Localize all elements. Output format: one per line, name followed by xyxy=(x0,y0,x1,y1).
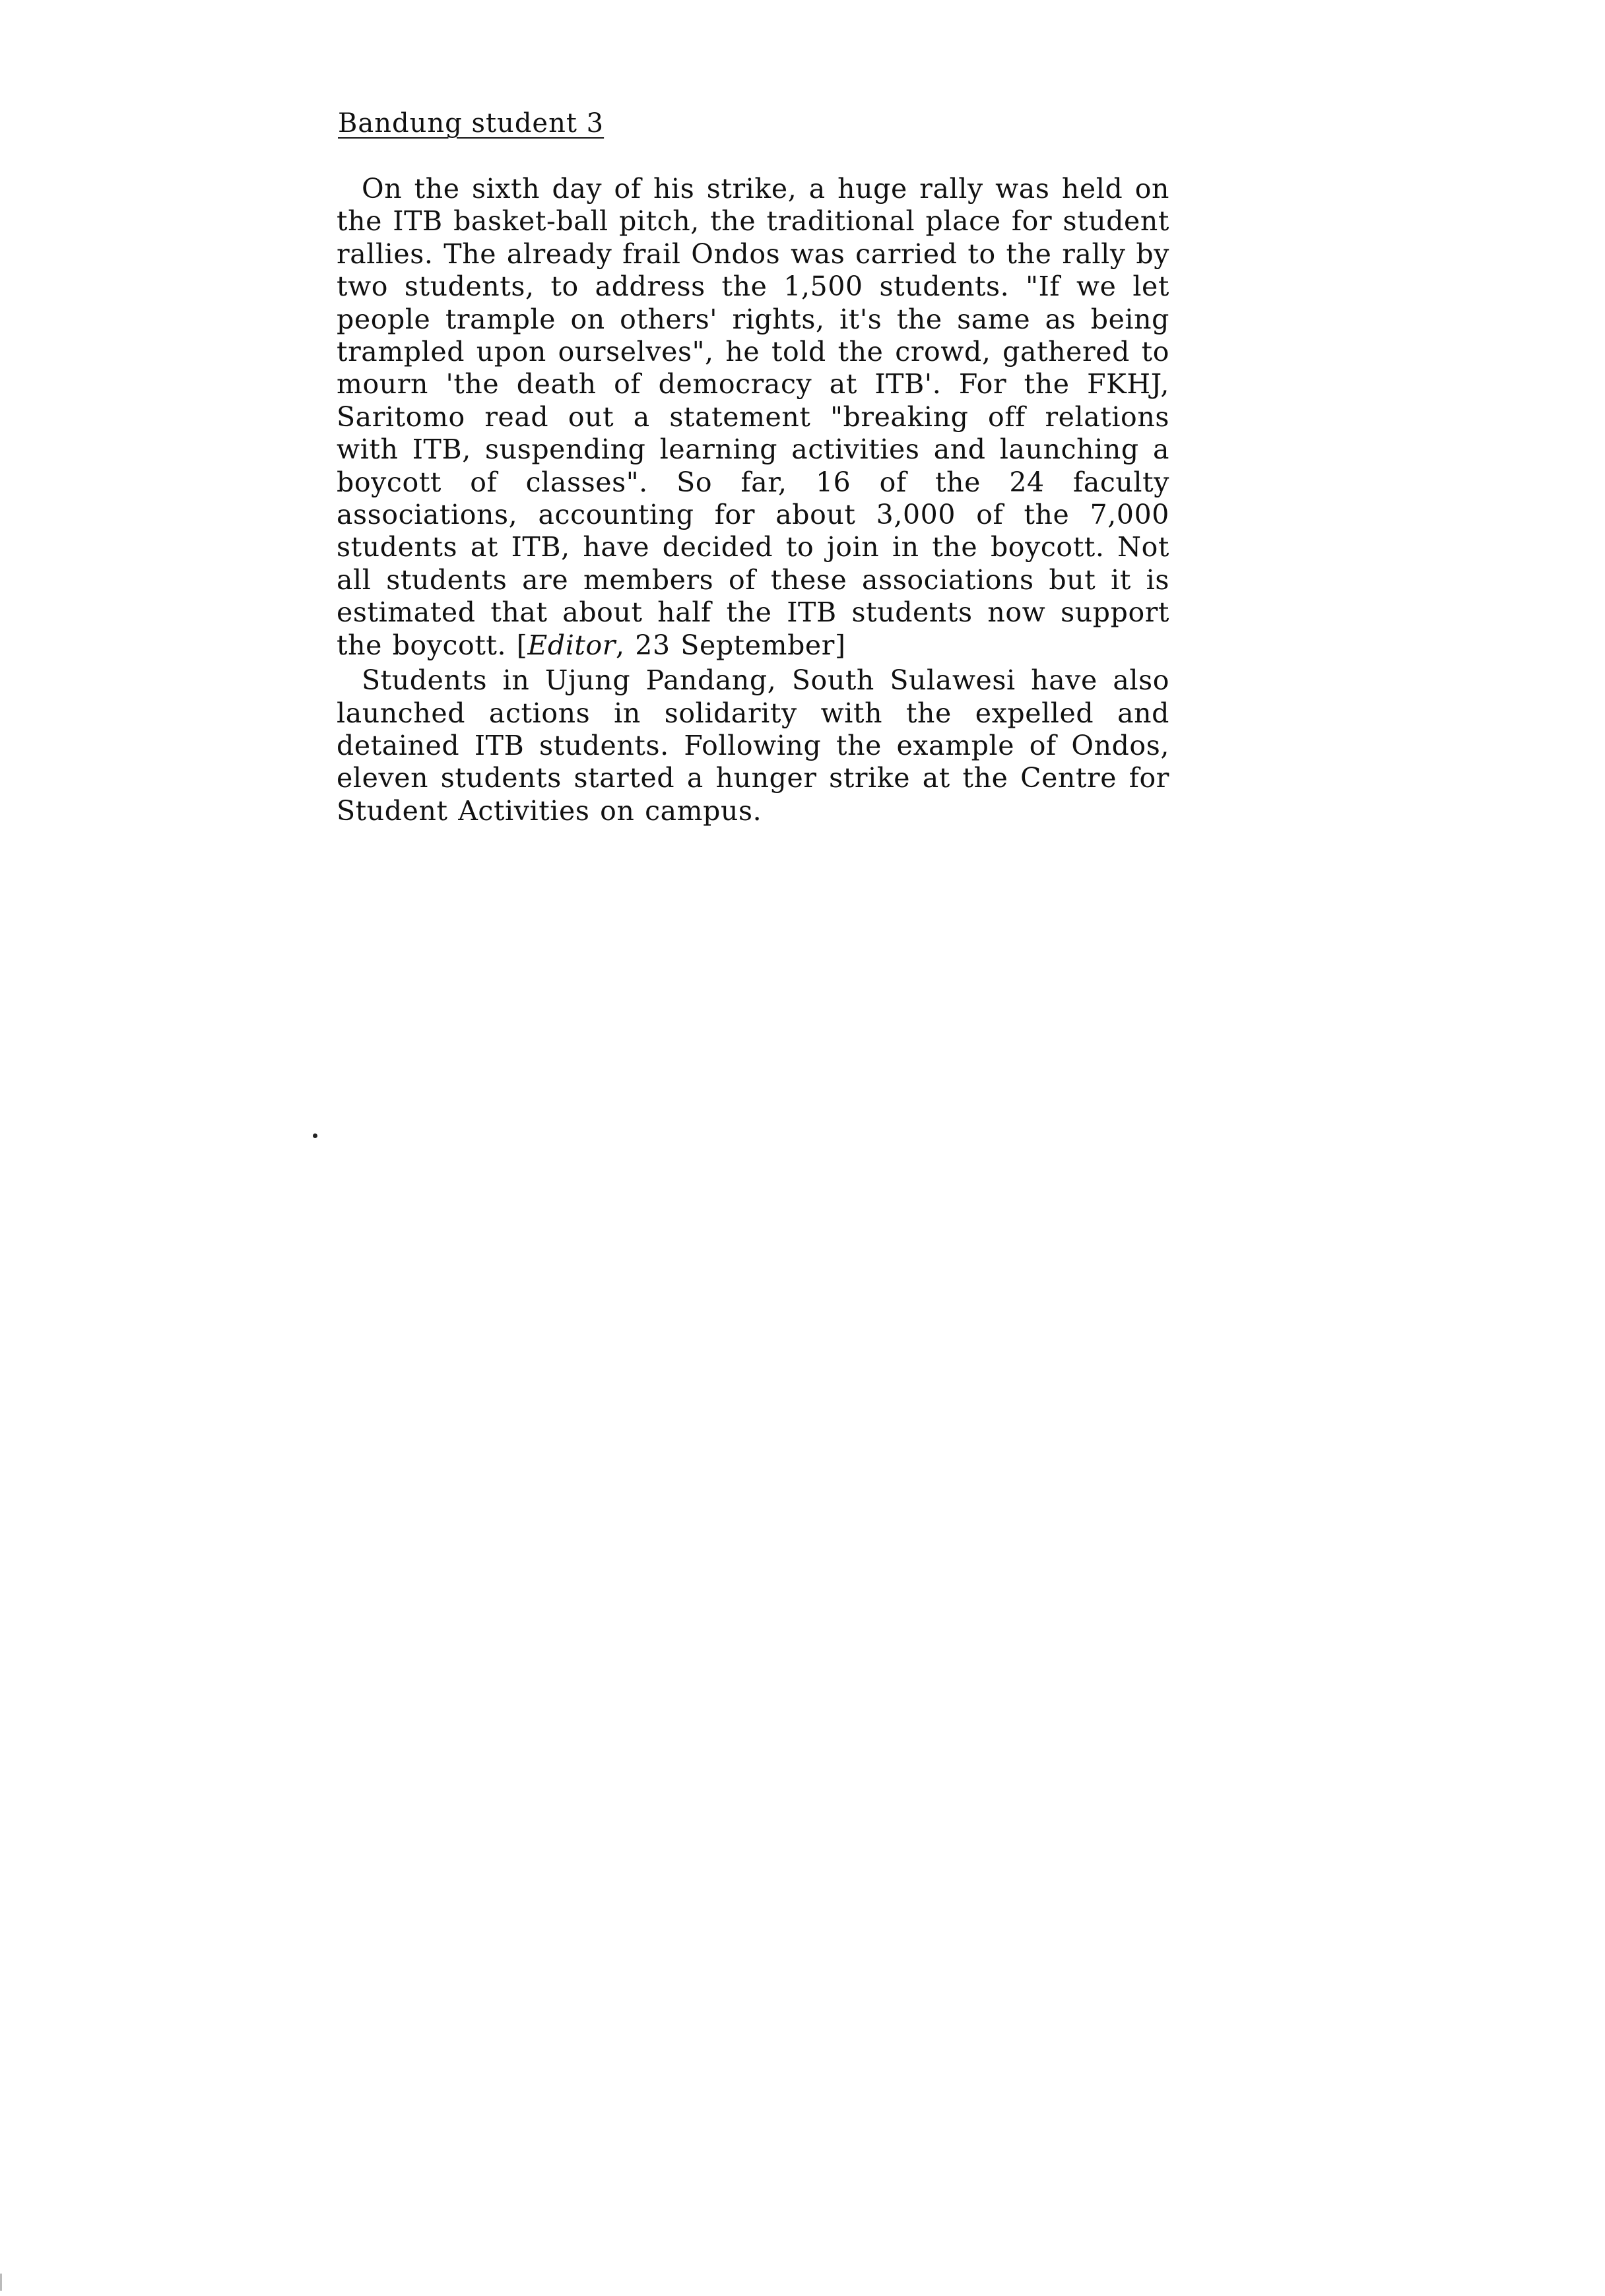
scan-edge-mark xyxy=(0,2274,2,2291)
citation-date: , 23 September] xyxy=(616,629,846,661)
paragraph-1-text: On the sixth day of his strike, a huge rally was held on the ITB basket-ball pitch, the traditional place for student rallies. The already frail Ondos was carried to the rally by two students, to address the 1,500 students. "If we let people trample on others' rights, it's the same as being trampled upon ourselves", he told the crowd, gathered to mourn 'the death of democracy at ITB'. For the FKHJ, Saritomo read out a statement "breaking off relations with ITB, suspending learning activities and launching a boycott of classes". So far, 16 of the 24 faculty associations, accounting for about 3,000 of the 7,000 students at ITB, have decided to join in the boycott. Not all students are members of these associations but it is estimated that about half the ITB students now support the boycott. [ xyxy=(337,173,1169,661)
article-body xyxy=(337,173,1169,827)
paragraph-1 xyxy=(337,173,1169,662)
page-heading: Bandung student 3 xyxy=(338,108,605,139)
source-citation: Editor xyxy=(527,629,616,661)
stray-dot-mark xyxy=(313,1133,317,1138)
paragraph-2: Students in Ujung Pandang, South Sulawesi have also launched actions in solidarity with the expelled and detained ITB students. Following the example of Ondos, eleven students started a hunger strike at the Centre for Student Activities on campus. xyxy=(337,664,1169,827)
